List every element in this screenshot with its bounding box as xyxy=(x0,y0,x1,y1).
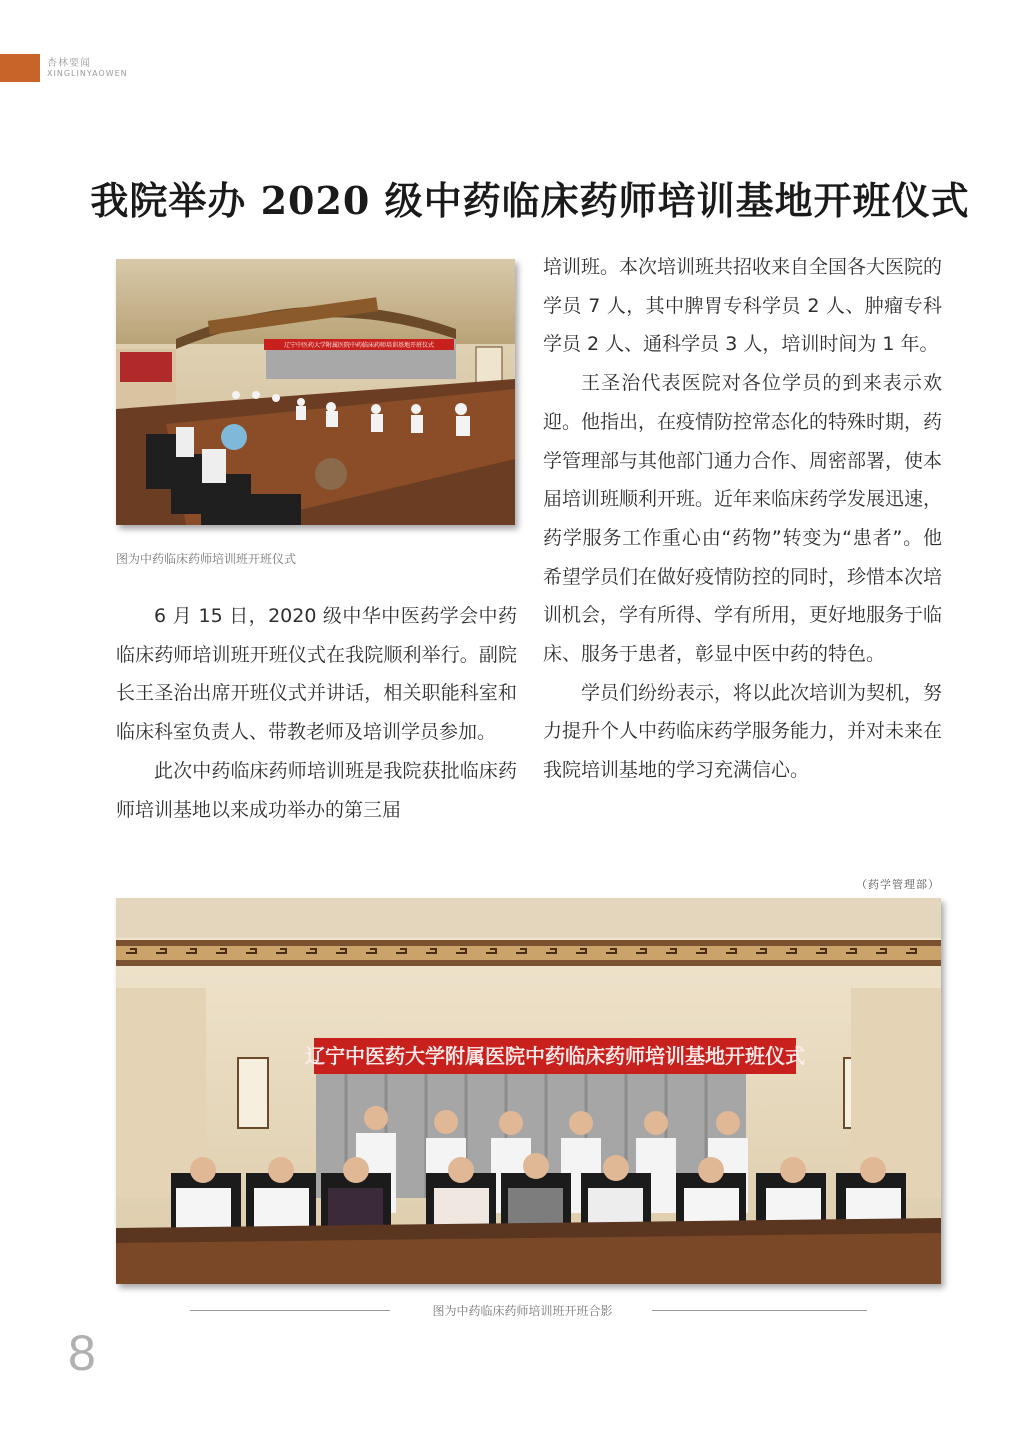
article-paragraph: 此次中药临床药师培训班是我院获批临床药师培训基地以来成功举办的第三届 xyxy=(116,759,517,821)
caption-divider-left xyxy=(190,1310,390,1311)
article-paragraph: 学员们纷纷表示，将以此次培训为契机，努力提升个人中药临床药学服务能力，并对未来在我院培训基地的学习充满信心。 xyxy=(543,681,943,782)
bottom-photo-banner-text: 辽宁中医药大学附属医院中药临床药师培训基地开班仪式 xyxy=(305,1044,805,1068)
top-photo-banner-text: 辽宁中医药大学附属医院中药临床药师培训基地开班仪式 xyxy=(283,342,435,349)
caption-divider-right xyxy=(652,1310,867,1311)
article-source: （药学管理部） xyxy=(856,878,940,891)
article-title: 我院举办 2020 级中药临床药师培训基地开班仪式 xyxy=(90,178,970,223)
article-body-right-column xyxy=(543,248,942,790)
article-body-left-column xyxy=(116,597,517,829)
bottom-photo-caption: 图为中药临床药师培训班开班合影 xyxy=(432,1304,613,1318)
section-color-tab xyxy=(0,54,40,82)
article-paragraph: 王圣治代表医院对各位学员的到来表示欢迎。他指出，在疫情防控常态化的特殊时期，药学管理部与其他部门通力合作、周密部署，使本届培训班顺利开班。近年来临床药学发展迅速，药学服务工作重心由“药物”转变为“患者”。他希望学员们在做好疫情防控的同时，珍惜本次培训机会，学有所得、学有所用，更好地服务于临床、服务于患者，彰显中医中药的特色。 xyxy=(543,372,943,666)
article-paragraph: 6 月 15 日，2020 级中华中医药学会中药临床药师培训班开班仪式在我院顺利举行。副院长王圣治出席开班仪式并讲话，相关职能科室和临床科室负责人、带教老师及培训学员参加。 xyxy=(116,605,517,744)
section-name: 杏林要闻 xyxy=(47,58,91,69)
group-photo xyxy=(116,898,941,1284)
article-paragraph: 培训班。本次培训班共招收来自全国各大医院的学员 7 人，其中脾胃专科学员 2 人、肿瘤专科学员 2 人、通科学员 3 人，培训时间为 1 年。 xyxy=(543,256,943,356)
page-number: 8 xyxy=(68,1325,96,1381)
opening-ceremony-photo xyxy=(116,259,515,525)
section-name-pinyin: XINGLINYAOWEN xyxy=(47,69,128,78)
top-photo-caption: 图为中药临床药师培训班开班仪式 xyxy=(116,552,297,566)
